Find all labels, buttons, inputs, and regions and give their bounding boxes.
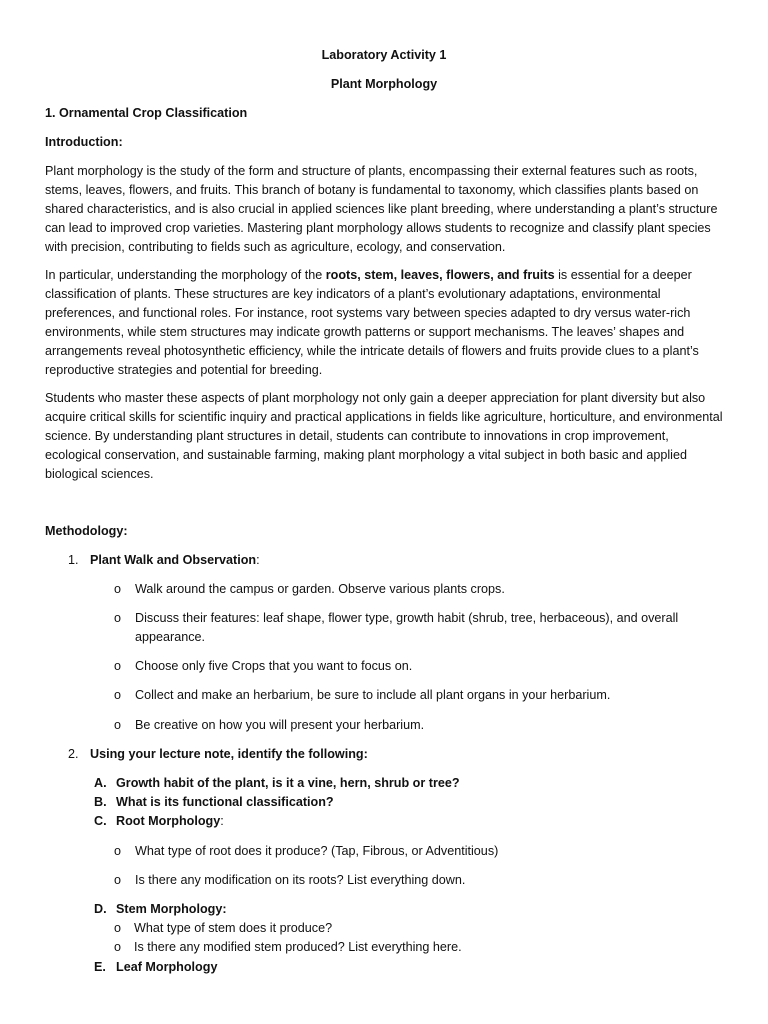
intro-p2-start: In particular, understanding the morphology of the	[45, 268, 326, 282]
bullet-icon: o	[114, 718, 122, 732]
bullet-icon: o	[114, 921, 122, 935]
sub-item-functional-classification: What is its functional classification?	[116, 795, 334, 809]
list-item: Be creative on how you will present your herbarium.	[135, 718, 425, 732]
root-morphology-label: Root Morphology	[116, 814, 221, 828]
intro-paragraph-3: Students who master these aspects of plant morphology not only gain a deeper appreciation for plant diversity but also acquire critical skills for scientific inquiry and practical applications in fields like agriculture, horticulture, and environmental science. By understanding plant structures in detail, students can contribute to innovations in crop improvement, ecological conservation, and sustainable farming, making plant morphology a vital subject in both basic and applied biological sciences.	[45, 391, 723, 481]
step-1-title	[90, 553, 260, 567]
bullet-icon: o	[114, 611, 122, 625]
bullet-icon: o	[114, 844, 122, 858]
root-morphology-colon: :	[220, 814, 224, 828]
sub-item-letter: B.	[94, 795, 107, 809]
step-1-number: 1.	[68, 553, 79, 567]
intro-p2-bold: roots, stem, leaves, flowers, and fruits	[325, 268, 555, 282]
bullet-icon: o	[114, 688, 122, 702]
sub-item-letter: D.	[94, 902, 107, 916]
document-subtitle: Plant Morphology	[330, 77, 438, 91]
list-item: Is there any modification on its roots? List everything down.	[135, 873, 466, 887]
step-2-title: Using your lecture note, identify the following:	[90, 747, 368, 761]
sub-item-letter: C.	[94, 814, 107, 828]
bullet-icon: o	[114, 873, 122, 887]
sub-item-letter: E.	[94, 960, 106, 974]
step-2-number: 2.	[68, 747, 79, 761]
sub-item-growth-habit: Growth habit of the plant, is it a vine, hern, shrub or tree?	[116, 776, 460, 790]
introduction-heading: Introduction:	[45, 135, 123, 149]
intro-p2-end: is essential for a deeper classification of plants. These structures are key indicators of a plant’s evolutionary adaptations, environmental preferences, and functional roles. For instance, root systems vary between species adapted to dry versus water-rich environments, while stem structures may indicate growth patterns or support mechanisms. The leaves’ shapes and arrangements reveal photosynthetic efficiency, while the intricate details of flowers and fruits provide clues to a plant’s reproductive strategies and potential for breeding.	[45, 268, 699, 377]
step-1-colon: :	[256, 553, 260, 567]
list-item: Walk around the campus or garden. Observe various plants crops.	[135, 582, 505, 596]
list-item: Choose only five Crops that you want to focus on.	[135, 659, 413, 673]
intro-paragraph-1: Plant morphology is the study of the form and structure of plants, encompassing their external features such as roots, stems, leaves, flowers, and fruits. This branch of botany is fundamental to taxonomy, which classifies plants based on shared characteristics, and is also crucial in applied sciences like plant breeding, where understanding a plant’s structure can lead to improved crop varieties. Mastering plant morphology allows students to recognize and classify plant species with precision, contributing to fields such as agriculture, ecology, and conservation.	[45, 164, 718, 254]
list-item: Discuss their features: leaf shape, flower type, growth habit (shrub, tree, herbaceous), and overall	[135, 611, 679, 625]
sub-item-letter: A.	[94, 776, 107, 790]
section-heading: 1. Ornamental Crop Classification	[45, 106, 248, 120]
sub-item-stem-morphology: Stem Morphology:	[116, 902, 227, 916]
list-item-continuation: appearance.	[135, 630, 206, 644]
bullet-icon: o	[114, 582, 122, 596]
sub-item-root-morphology	[116, 814, 224, 828]
sub-item-leaf-morphology: Leaf Morphology	[116, 960, 218, 974]
document-title: Laboratory Activity 1	[321, 48, 447, 62]
list-item: Is there any modified stem produced? List everything here.	[134, 940, 462, 954]
list-item: Collect and make an herbarium, be sure to include all plant organs in your herbarium.	[135, 688, 611, 702]
methodology-heading: Methodology:	[45, 524, 128, 538]
list-item: What type of root does it produce? (Tap, Fibrous, or Adventitious)	[135, 844, 499, 858]
step-1-label: Plant Walk and Observation	[90, 553, 257, 567]
list-item: What type of stem does it produce?	[134, 921, 333, 935]
bullet-icon: o	[114, 659, 122, 673]
bullet-icon: o	[114, 940, 122, 954]
intro-paragraph-2	[45, 266, 725, 380]
